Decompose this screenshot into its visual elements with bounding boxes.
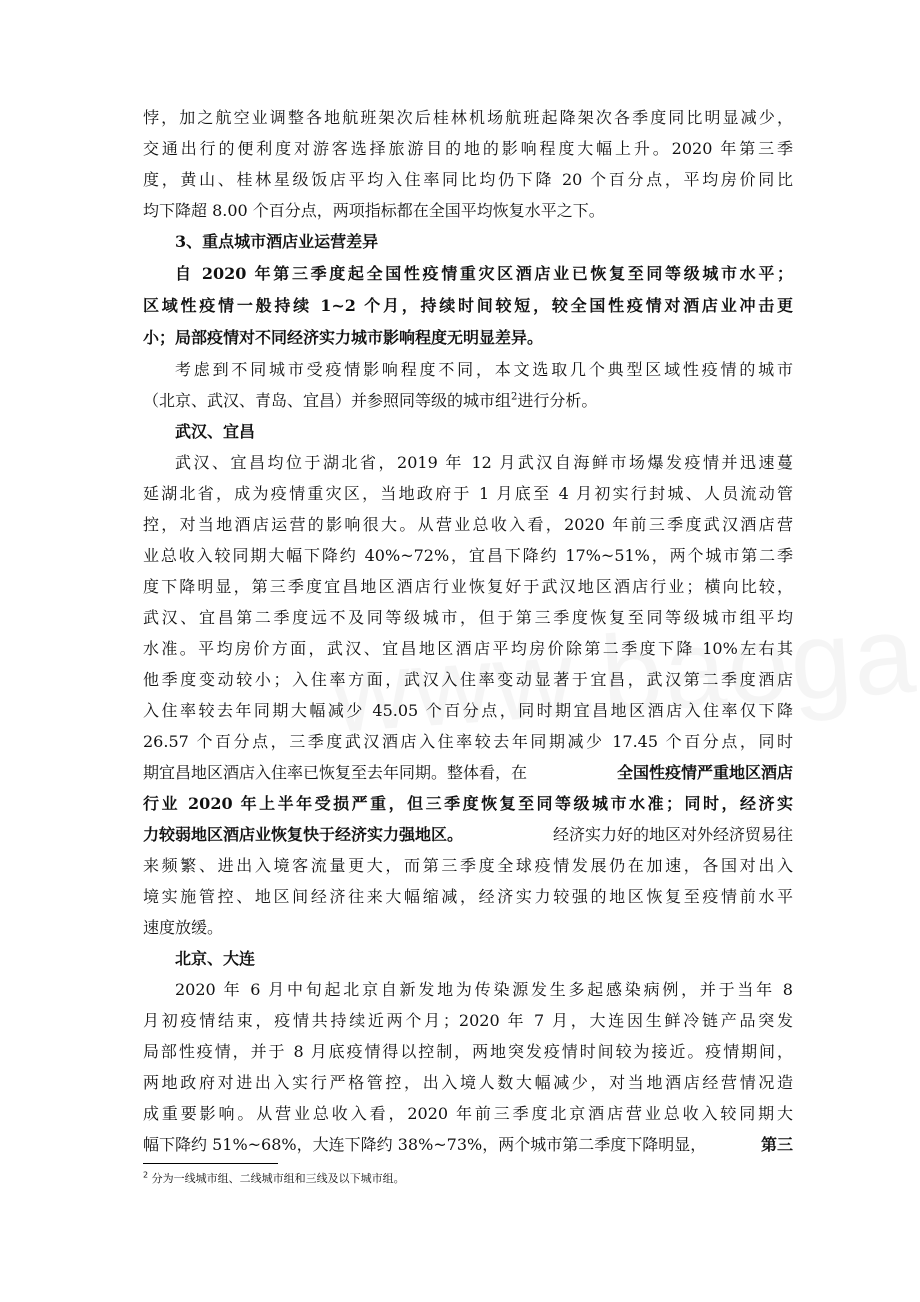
paragraph-line: 均下降超 8.00 个百分点，两项指标都在全国平均恢复水平之下。	[143, 201, 605, 220]
paragraph-line: 境实施管控、地区间经济往来大幅缩减，经济实力较强的地区恢复至疫情前水平	[143, 887, 793, 906]
emphasis-span: 第三	[760, 1135, 793, 1154]
paragraph-line	[143, 387, 597, 414]
paragraph-line: 延湖北省，成为疫情重灾区，当地政府于 1 月底至 4 月初实行封城、人员流动管	[143, 484, 793, 503]
text-span: （北京、武汉、青岛、宜昌）并参照同等级的城市组	[143, 391, 512, 410]
paragraph-line: 局部性疫情，并于 8 月底疫情得以控制，两地突发疫情时间较为接近。疫情期间，	[143, 1042, 793, 1061]
paragraph-line: 度下降明显，第三季度宜昌地区酒店行业恢复好于武汉地区酒店行业；横向比较，	[143, 577, 793, 596]
paragraph-line: 两地政府对进出入实行严格管控，出入境人数大幅减少，对当地酒店经营情况造	[143, 1073, 793, 1092]
paragraph-line: 交通出行的便利度对游客选择旅游目的地的影响程度大幅上升。2020 年第三季	[143, 139, 793, 158]
paragraph-line: 武汉、宜昌第二季度远不及同等级城市，但于第三季度恢复至同等级城市组平均	[143, 608, 793, 627]
text-span: 幅下降约 51%~68%，大连下降约 38%~73%，两个城市第二季度下降明显，	[143, 1135, 707, 1154]
footnote	[143, 1171, 405, 1187]
section-heading: 3、重点城市酒店业运营差异	[175, 232, 379, 251]
paragraph-line: 控，对当地酒店运营的影响很大。从营业总收入看，2020 年前三季度武汉酒店营	[143, 515, 793, 534]
footnote-mark: 2	[143, 1170, 149, 1180]
paragraph-line: 他季度变动较小；入住率方面，武汉入住率变动显著于宜昌，武汉第二季度酒店	[143, 670, 793, 689]
paragraph-line	[143, 759, 793, 786]
emphasis-span: 力较弱地区酒店业恢复快于经济实力强地区。	[143, 825, 464, 844]
paragraph-line: 武汉、宜昌均位于湖北省，2019 年 12 月武汉自海鲜市场爆发疫情并迅速蔓	[175, 453, 793, 472]
subsection-heading-wuhan-yichang: 武汉、宜昌	[175, 422, 256, 441]
paragraph-line	[143, 1131, 793, 1158]
paragraph-line: 入住率较去年同期大幅减少 45.05 个百分点，同时期宜昌地区酒店入住率仅下降	[143, 701, 793, 720]
paragraph-line: 成重要影响。从营业总收入看，2020 年前三季度北京酒店营业总收入较同期大	[143, 1104, 793, 1123]
paragraph-line: 悖，加之航空业调整各地航班架次后桂林机场航班起降架次各季度同比明显减少，	[143, 108, 793, 127]
footnote-text: 分为一线城市组、二线城市组和三线及以下城市组。	[151, 1172, 405, 1185]
footnote-reference[interactable]: 2	[511, 391, 518, 403]
text-span: 进行分析。	[517, 391, 598, 410]
paragraph-line: 水准。平均房价方面，武汉、宜昌地区酒店平均房价除第二季度下降 10%左右其	[143, 639, 793, 658]
paragraph-line: 月初疫情结束，疫情共持续近两个月；2020 年 7 月，大连因生鲜冷链产品突发	[143, 1011, 793, 1030]
paragraph-line: 考虑到不同城市受疫情影响程度不同，本文选取几个典型区域性疫情的城市	[175, 360, 793, 379]
paragraph-line: 业总收入较同期大幅下降约 40%~72%，宜昌下降约 17%~51%，两个城市第二季	[143, 546, 793, 565]
subsection-heading-beijing-dalian: 北京、大连	[175, 949, 256, 968]
paragraph-line: 速度放缓。	[143, 918, 224, 937]
emphasis-line: 行业 2020 年上半年受损严重，但三季度恢复至同等级城市水准；同时，经济实	[143, 794, 793, 813]
text-span: 期宜昌地区酒店入住率已恢复至去年同期。整体看，在	[143, 763, 528, 782]
key-finding-line: 自 2020 年第三季度起全国性疫情重灾区酒店业已恢复至同等级城市水平；	[175, 264, 793, 283]
paragraph-line: 来频繁、进出入境客流量更大，而第三季度全球疫情发展仍在加速，各国对出入	[143, 856, 793, 875]
text-span: 经济实力好的地区对外经济贸易往	[552, 825, 793, 844]
key-finding-line: 小；局部疫情对不同经济实力城市影响程度无明显差异。	[143, 328, 544, 347]
paragraph-line	[143, 821, 793, 848]
paragraph-line: 26.57 个百分点，三季度武汉酒店入住率较去年同期减少 17.45 个百分点，同时	[143, 732, 793, 751]
emphasis-span: 全国性疫情严重地区酒店	[616, 763, 793, 782]
footnote-divider	[143, 1163, 278, 1164]
paragraph-line: 2020 年 6 月中旬起北京自新发地为传染源发生多起感染病例，并于当年 8	[175, 980, 793, 999]
key-finding-line: 区域性疫情一般持续 1~2 个月，持续时间较短，较全国性疫情对酒店业冲击更	[143, 296, 793, 315]
paragraph-line: 度，黄山、桂林星级饭店平均入住率同比均仍下降 20 个百分点，平均房价同比	[143, 170, 793, 189]
